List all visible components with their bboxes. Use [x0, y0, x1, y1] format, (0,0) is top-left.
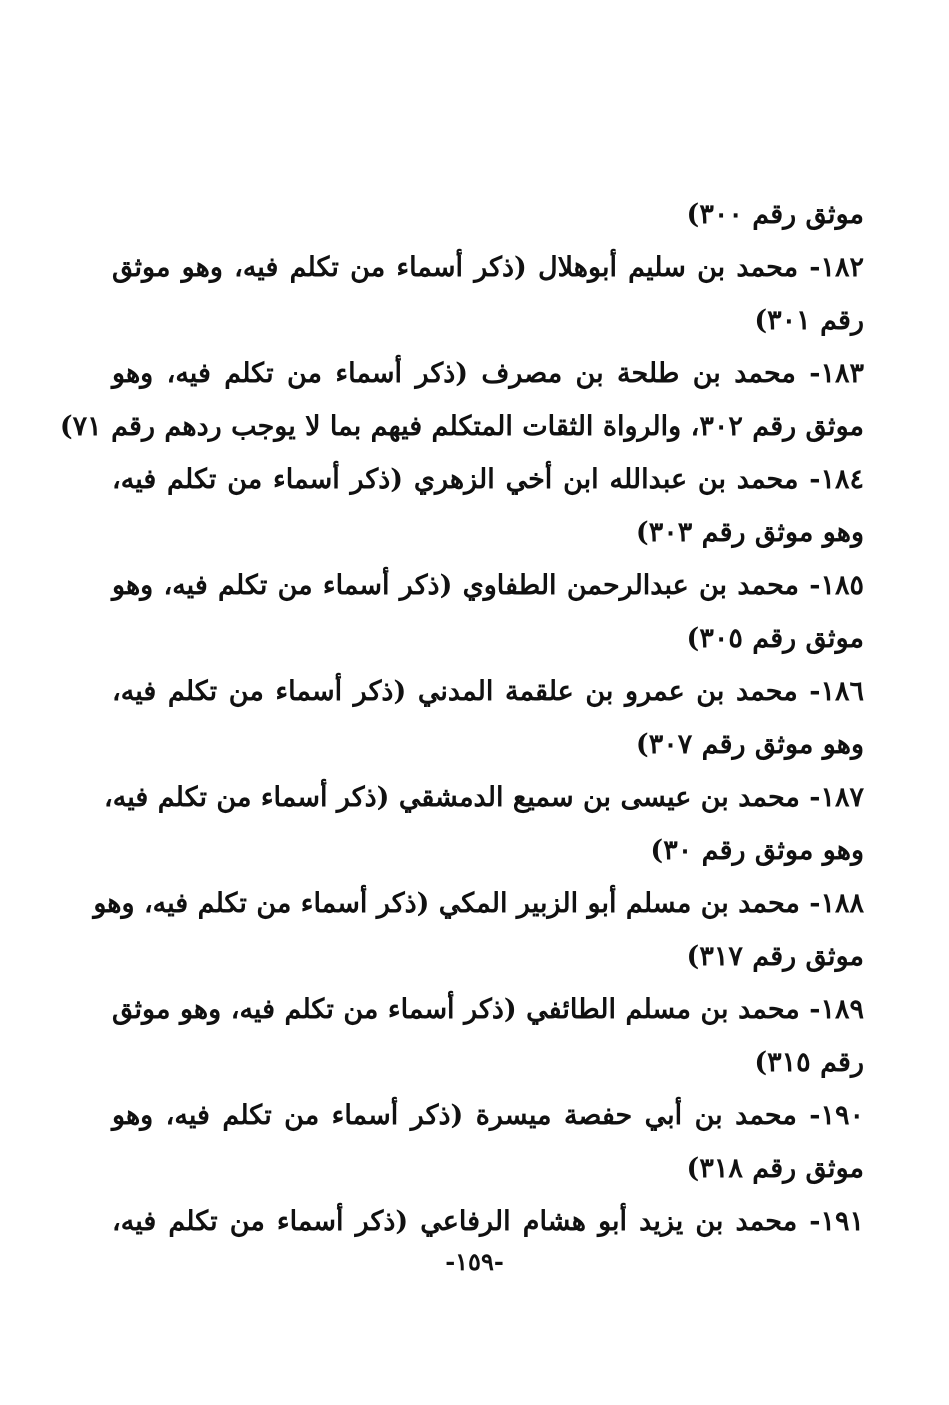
entry-185-line-2: موثق رقم ٣٠٥) [686, 623, 864, 654]
entry-183-line-1: ١٨٣- محمد بن طلحة بن مصرف (ذكر أسماء من تكلم فيه، وهو [112, 358, 864, 389]
entry-182-line-1: ١٨٢- محمد بن سليم أبوهلال (ذكر أسماء من تكلم فيه، وهو موثق [112, 252, 864, 283]
entry-186-line-2: وهو موثق رقم ٣٠٧) [635, 729, 864, 760]
body-text [59, 188, 864, 1248]
entry-187-line-1: ١٨٧- محمد بن عيسى بن سميع الدمشقي (ذكر أسماء من تكلم فيه، [104, 782, 864, 813]
entry-190-line-2: موثق رقم ٣١٨) [686, 1153, 864, 1184]
entry-182-line-2: رقم ٣٠١) [754, 305, 864, 336]
entry-189-line-1: ١٨٩- محمد بن مسلم الطائفي (ذكر أسماء من تكلم فيه، وهو موثق [112, 994, 864, 1025]
entry-189-line-2: رقم ٣١٥) [754, 1047, 864, 1078]
entry-188-line-2: موثق رقم ٣١٧) [686, 941, 864, 972]
page-number: -١٥٩- [445, 1247, 504, 1276]
entry-186-line-1: ١٨٦- محمد بن عمرو بن علقمة المدني (ذكر أسماء من تكلم فيه، [112, 676, 864, 707]
text-line: موثق رقم ٣٠٠) [686, 199, 864, 230]
entry-183-line-2: موثق رقم ٣٠٢، والرواة الثقات المتكلم فيهم بما لا يوجب ردهم رقم ٧١) [59, 411, 864, 442]
entry-190-line-1: ١٩٠- محمد بن أبي حفصة ميسرة (ذكر أسماء من تكلم فيه، وهو [112, 1100, 864, 1131]
entry-188-line-1: ١٨٨- محمد بن مسلم أبو الزبير المكي (ذكر أسماء من تكلم فيه، وهو [93, 888, 864, 919]
entry-185-line-1: ١٨٥- محمد بن عبدالرحمن الطفاوي (ذكر أسماء من تكلم فيه، وهو [112, 570, 864, 601]
entry-191-line-1: ١٩١- محمد بن يزيد أبو هشام الرفاعي (ذكر أسماء من تكلم فيه، [112, 1206, 864, 1237]
entry-184-line-2: وهو موثق رقم ٣٠٣) [635, 517, 864, 548]
entry-184-line-1: ١٨٤- محمد بن عبدالله ابن أخي الزهري (ذكر أسماء من تكلم فيه، [112, 464, 864, 495]
entry-187-line-2: وهو موثق رقم ٣٠) [650, 835, 864, 866]
